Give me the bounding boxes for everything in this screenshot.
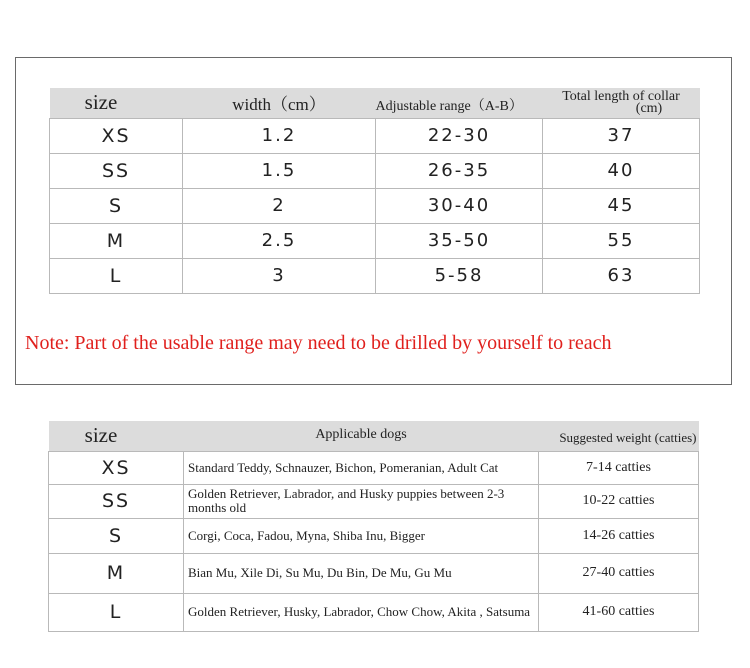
header-suggested-weight: Suggested weight (catties) [539,421,699,451]
table-row [50,258,700,293]
header-size: size [50,88,183,118]
cell-total: 55 [543,223,700,258]
cell-total: 37 [543,118,700,153]
cell-width: 1.2 [183,118,376,153]
cell-width: 2.5 [183,223,376,258]
table-row [49,593,699,631]
cell-dogs: Golden Retriever, Labrador, and Husky puppies between 2-3 months old [184,484,539,518]
cell-dogs: Bian Mu, Xile Di, Su Mu, Du Bin, De Mu, Gu Mu [184,553,539,593]
cell-total: 63 [543,258,700,293]
cell-size: SS [50,153,183,188]
table-row [49,484,699,518]
cell-size: XS [49,451,184,484]
cell-width: 2 [183,188,376,223]
header-adjustable-range: Adjustable range（A-B） [376,88,543,118]
cell-total: 45 [543,188,700,223]
header-size: size [49,421,184,451]
cell-range: 22-30 [376,118,543,153]
table-header-row [49,421,699,451]
cell-range: 35-50 [376,223,543,258]
cell-size: SS [49,484,184,518]
cell-size: XS [50,118,183,153]
cell-size: S [49,518,184,553]
cell-size: L [50,258,183,293]
table-row [50,118,700,153]
cell-width: 1.5 [183,153,376,188]
header-width: width（cm） [183,88,376,118]
cell-size: M [49,553,184,593]
cell-dogs: Golden Retriever, Husky, Labrador, Chow Chow, Akita , Satsuma [184,593,539,631]
table-row [49,553,699,593]
cell-range: 30-40 [376,188,543,223]
table-row [49,451,699,484]
size-dimension-table [49,88,700,294]
cell-range: 26-35 [376,153,543,188]
cell-dogs: Standard Teddy, Schnauzer, Bichon, Pomeranian, Adult Cat [184,451,539,484]
cell-width: 3 [183,258,376,293]
cell-size: S [50,188,183,223]
table-header-row [50,88,700,118]
header-total-line1: Total length of collar [562,89,680,104]
cell-range: 5-58 [376,258,543,293]
header-total-length [543,88,700,118]
cell-weight: 27-40 catties [539,553,699,593]
cell-weight: 10-22 catties [539,484,699,518]
header-applicable-dogs: Applicable dogs [184,421,539,451]
applicable-dogs-table [48,421,699,632]
table-row [50,188,700,223]
cell-weight: 14-26 catties [539,518,699,553]
table-row [50,223,700,258]
cell-size: L [49,593,184,631]
table-row [50,153,700,188]
cell-size: M [50,223,183,258]
table-row [49,518,699,553]
header-total-line2: (cm) [635,101,663,116]
drilling-note: Note: Part of the usable range may need to be drilled by yourself to reach [25,332,612,354]
cell-dogs: Corgi, Coca, Fadou, Myna, Shiba Inu, Bigger [184,518,539,553]
cell-total: 40 [543,153,700,188]
cell-weight: 7-14 catties [539,451,699,484]
cell-weight: 41-60 catties [539,593,699,631]
